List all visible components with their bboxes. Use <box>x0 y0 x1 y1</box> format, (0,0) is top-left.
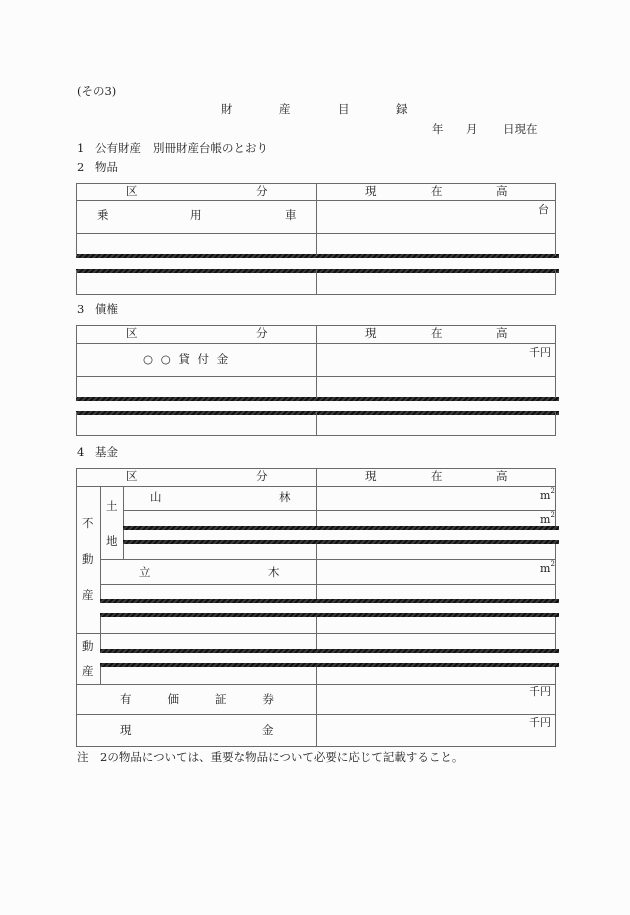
form-number: (その3) <box>77 84 117 98</box>
title-char: 財 <box>221 102 233 116</box>
header-amount-char: 在 <box>431 469 443 483</box>
timber-label-char: 木 <box>268 565 280 579</box>
section-3-label: 債権 <box>95 302 118 316</box>
section-1-number: 1 <box>77 141 85 155</box>
unit-square-meters: $m^2$ <box>540 560 555 575</box>
title-char: 録 <box>396 102 408 116</box>
row-label-char: 車 <box>285 208 297 222</box>
section-4-label: 基金 <box>95 445 118 459</box>
row-label-char: 乗 <box>97 208 109 222</box>
movable-label-char: 動 <box>82 639 94 653</box>
header-amount-char: 現 <box>365 326 377 340</box>
row-label-char: 用 <box>190 208 202 222</box>
section-3-number: 3 <box>77 302 85 316</box>
forest-label-char: 林 <box>279 490 291 504</box>
date-year: 年 <box>432 122 444 136</box>
unit-thousand-yen: 千円 <box>529 685 551 698</box>
unit-square-meters: $m^2$ <box>540 511 555 526</box>
timber-label-char: 立 <box>139 565 151 579</box>
section-1-label: 公有財産 <box>95 141 141 155</box>
unit-vehicles: 台 <box>538 203 549 216</box>
header-amount-char: 高 <box>496 326 508 340</box>
section-2-label: 物品 <box>95 160 118 174</box>
securities-label: 有 価 証 券 <box>120 692 274 706</box>
header-amount-char: 高 <box>496 469 508 483</box>
header-amount-char: 在 <box>431 326 443 340</box>
cash-label-char: 金 <box>262 723 274 737</box>
title-char: 産 <box>279 102 291 116</box>
header-amount-char: 現 <box>365 184 377 198</box>
loan-row-label: ○ ○ 貸 付 金 <box>143 352 229 366</box>
cash-label-char: 現 <box>120 723 132 737</box>
title-char: 目 <box>338 102 350 116</box>
real-estate-label-char: 産 <box>82 588 94 602</box>
section-1-note: 別冊財産台帳のとおり <box>153 141 268 155</box>
forest-label-char: 山 <box>150 490 162 504</box>
unit-square-meters: $m^2$ <box>540 487 555 502</box>
header-amount-char: 高 <box>496 184 508 198</box>
header-kubun-char: 区 <box>126 469 138 483</box>
unit-thousand-yen: 千円 <box>529 716 551 729</box>
header-kubun-char: 分 <box>256 184 268 198</box>
section-4-number: 4 <box>77 445 85 459</box>
header-kubun-char: 区 <box>126 326 138 340</box>
land-label-char: 地 <box>106 534 118 548</box>
header-kubun-char: 区 <box>126 184 138 198</box>
date-month: 月 <box>466 122 478 136</box>
real-estate-label-char: 動 <box>82 552 94 566</box>
movable-label-char: 産 <box>82 664 94 678</box>
header-amount-char: 在 <box>431 184 443 198</box>
header-kubun-char: 分 <box>256 326 268 340</box>
header-amount-char: 現 <box>365 469 377 483</box>
real-estate-label-char: 不 <box>82 516 94 530</box>
unit-thousand-yen: 千円 <box>529 346 551 359</box>
date-day: 日現在 <box>503 122 538 136</box>
land-label-char: 土 <box>106 499 118 513</box>
section-2-number: 2 <box>77 160 85 174</box>
footnote: 注 2の物品については、重要な物品について必要に応じて記載すること。 <box>77 750 464 764</box>
header-kubun-char: 分 <box>256 469 268 483</box>
